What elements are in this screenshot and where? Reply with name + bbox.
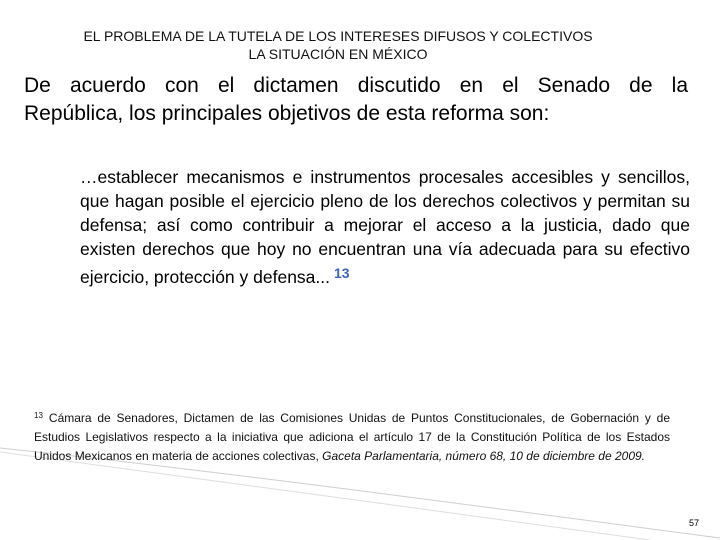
- intro-line-1: De acuerdo con el dictamen discutido en el Senado de la: [24, 74, 688, 97]
- block-quote: [80, 165, 690, 289]
- quote-text: …establecer mecanismos e instrumentos procesales accesibles y sencillos, que hagan posible el ejercicio pleno de los derechos colectivos y permitan su defensa; así como contribuir a mejorar el acceso a la justicia, dado que existen derechos que hoy no encuentran una vía adecuada para su efectivo ejercicio, protección y defensa...: [80, 167, 690, 287]
- footnote-number: 13: [34, 411, 43, 420]
- footnote: [34, 406, 670, 466]
- footnote-reference: 13: [334, 265, 350, 281]
- footnote-text: Cámara de Senadores, Dictamen de las Comisiones Unidas de Puntos Constitucionales, de Gobernación y de Estudios Legislativos respecto a la iniciativa que adiciona el artículo 17 de la Constitución Política de los Estados Unidos Mexicanos en materia de acciones colectivas,: [34, 411, 670, 463]
- page-number: 57: [689, 518, 700, 528]
- slide-title: [20, 27, 656, 63]
- footnote-citation-italic: Gaceta Parlamentaria, número 68, 10 de diciembre de 2009.: [322, 449, 646, 463]
- slide-title-line-2: LA SITUACIÓN EN MÉXICO: [248, 46, 428, 62]
- intro-line-2: República, los principales objetivos de esta reforma son:: [24, 102, 550, 125]
- slide-title-line-1: EL PROBLEMA DE LA TUTELA DE LOS INTERESES DIFUSOS Y COLECTIVOS: [83, 28, 593, 44]
- intro-paragraph: [24, 72, 688, 128]
